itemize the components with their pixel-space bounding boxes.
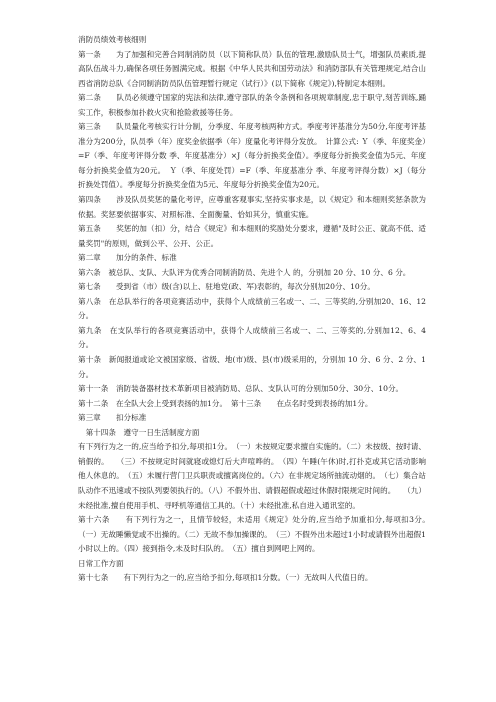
paragraph: 第三条 队员量化考核实行计分制，分季度、年度考核两种方式。季度考评基准分为50分,年度考评基准分为200分，队员季（年）度奖金依据季（年）度量化考评得分发放。 计算公式: Ｙ（季、年度奖金）=F（季、年度考评得分数 季、年度基准分）×J（每分折换奖金值）。季度每分折换奖金值为5元、年度每分折换奖金值为20元。 Ｙ（季、年度处罚）=F（季、年度基准分 季、年度考评得分数）×J（每分折换处罚值）。季度每分折换奖金值为5元、年度每分折换奖金值为20元。 — [78, 122, 426, 190]
paragraph: 第一条 为了加强和完善合同制消防员（以下简称队员）队伍的管理,激励队员士气，增强队员素质,提高队伍战斗力,确保各项任务圆满完成。根据《中华人民共和国劳动法》和消防部队有关管理规定,结合山西省消防总队《合同制消防员队伍管理暂行规定（试行）》(以下简称《规定》),特制定本细则。 — [78, 49, 426, 88]
document-title: 消防员绩效考核细则 — [78, 35, 147, 44]
paragraph: 第十条 新闻报道或论文被国家级、省级、地(市)级、县(市)级采用的，分别加 10 分、6 分、2 分、1 分。 — [78, 355, 426, 379]
paragraph: 第四条 涉及队员奖惩的量化考评，应尊重客观事实,坚持实事求是，以《规定》和本细则奖惩条款为依据。奖惩要依据事实、对照标准、全面衡量、恰如其分，慎重实施。 — [78, 195, 426, 219]
paragraph: 第七条 受到省（市）级(含)以上、驻地党(政、军)表彰的，每次分别加20分、10分。 — [78, 282, 375, 292]
paragraph: 第五条 奖惩的加（扣）分，结合《规定》和本细则的奖励处分要求，遵循"及时公正、就高不低、适量奖罚"的原则，做到公平、公开、公正。 — [78, 224, 426, 248]
paragraph: 第十六条 有下列行为之一，且情节较轻，未适用《规定》处分的,应当给予加重扣分,每项扣3分。 （一）无故睡懒觉或不出操的。（二）无故不参加操课的。 （三）不假外出未超过1小时或请假外出超假1小时以上的。（四）接到指令,未及时归队的。 （五）擅自到网吧上网的。 — [78, 515, 434, 554]
chapter-heading: 第二章 加分的条件、标准 — [78, 253, 177, 263]
paragraph: 第九条 在支队举行的各项竞赛活动中，获得个人成绩前三名或一、二、三等奖的,分别加12、6、4分。 — [78, 325, 426, 350]
paragraph: 第二条 队员必须遵守国家的宪法和法律,遵守部队的条令条例和各项规章制度,忠于职守,刻苦训练,踊实工作，积极参加扑救火灾和抢险救援等任务。 — [78, 93, 426, 117]
paragraph: 第十一条 消防装备器材技术革新项目被消防局、总队、支队认可的分别加50分、30分、10分。 — [78, 384, 404, 394]
document-body — [78, 33, 434, 586]
section-heading: 第十四条 遵守一日生活制度方面 — [78, 427, 200, 437]
paragraph: 第十七条 有下列行为之一的,应当给予扣分,每项扣1分数。（一）无故叫人代值日的。 — [78, 573, 373, 583]
paragraph: 第六条 被总队、支队、大队评为优秀合同制消防员、先进个人 的，分别加 20 分、10 分、6 分。 — [78, 267, 411, 277]
paragraph: 第十二条 在全队大会上受到表扬的加1分。 第十三条 在点名时受到表扬的加1分。 — [78, 398, 373, 408]
chapter-heading: 第三章 扣分标准 — [78, 413, 147, 423]
paragraph: 有下列行为之一的,应当给予扣分,每项扣1分。 （一）未按规定要求擅自实施的。（二）未按级、按时请、销假的。 （三）不按规定时间就寝或熄灯后大声喧哗的。 （四）午睡(午休)时,打扑克或其它活动影响他人休息的。 （五）未履行营门卫兵职责或擅离岗位的。（六）在非规定场所抽流动烟的。 （七）集合站队动作不迅速或不按队列要领执行的。（八）不假外出、请假超假或超过休假时限规定时间的。 （九）未经批准,擅自使用手机、寻呼机等通信工具的。（十）未经批准,私自进入通讯室的。 — [78, 442, 426, 510]
section-heading: 日常工作方面 — [78, 558, 124, 568]
paragraph: 第八条 在总队举行的各项竞赛活动中，获得个人成绩前三名或一、二、三等奖的,分别加20、16、12分。 — [78, 296, 426, 321]
